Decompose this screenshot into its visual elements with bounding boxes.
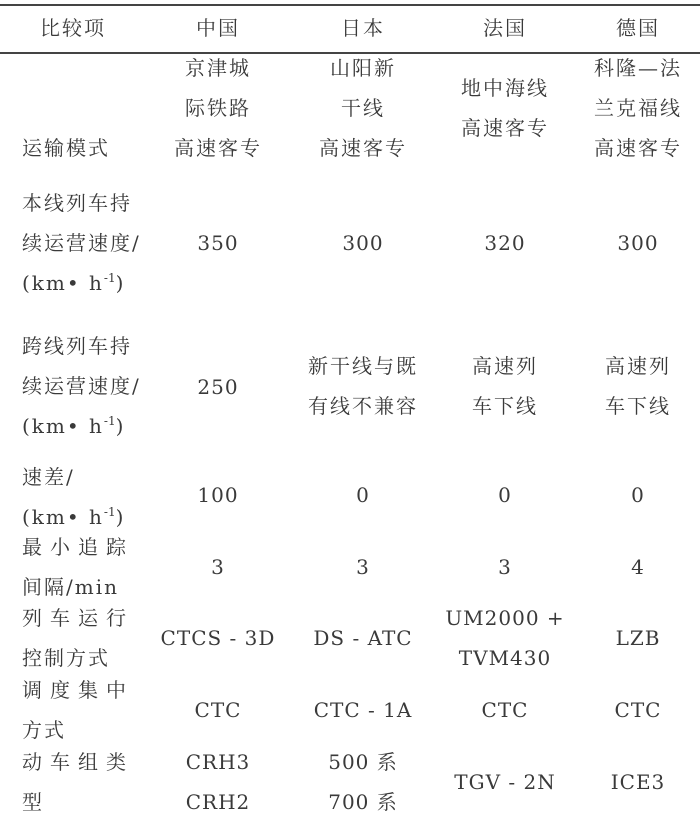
row-label-line: 速差/ [22,465,75,489]
row-label-line: 方式 [22,718,66,742]
row-label-emu-type [22,742,162,822]
row-label-line: 运输模式 [22,136,110,160]
unit-superscript: -1 [103,505,116,519]
cell-france-cross-line-speed [434,346,576,426]
cell-japan-line-speed [292,223,434,263]
cell-line: 0 [498,483,512,507]
row-label-train-control [22,598,162,678]
unit-superscript: -1 [103,271,116,285]
header-china [150,8,286,48]
cell-line: 兰克福线 [594,96,682,120]
cell-china-min-headway [150,547,286,587]
cell-line: CTC [194,698,242,722]
cell-line: 0 [356,483,370,507]
cell-line: 350 [197,231,239,255]
cell-line: CRH3 [185,750,251,774]
cell-line: 高速客专 [319,136,407,160]
row-label-cross-line-speed [22,326,162,446]
cell-france-train-control [434,598,576,678]
header-label: 日本 [341,16,385,40]
cell-line: CTC [614,698,662,722]
cell-line: 科隆—法 [594,56,682,80]
cell-line: 250 [197,375,239,399]
cell-france-emu-type [434,762,576,802]
cell-japan-speed-difference [292,475,434,515]
cell-germany-train-control [576,618,700,658]
cell-line: 320 [484,231,526,255]
cell-line: UM2000 + [445,606,565,630]
cell-line: CTCS - 3D [160,626,276,650]
row-label-line: 调度集中 [22,678,134,702]
cell-france-min-headway [434,547,576,587]
cell-line: 车下线 [472,394,538,418]
cell-line: 高速客专 [594,136,682,160]
row-label-line: 列车运行 [22,606,134,630]
cell-china-train-control [150,618,286,658]
header-label: 中国 [196,16,240,40]
row-label-speed-difference [22,457,162,537]
cell-line: CTC - 1A [313,698,413,722]
cell-line: 300 [342,231,384,255]
cell-china-transport-mode [150,48,286,168]
cell-line: 高速列 [605,354,671,378]
cell-china-emu-type [150,742,286,822]
header-germany [576,8,700,48]
cell-japan-transport-mode [292,48,434,168]
cell-germany-line-speed [576,223,700,263]
cell-france-speed-difference [434,475,576,515]
row-label-unit: (km• $h^{-1}$) [22,414,126,438]
cell-japan-dispatch-mode [292,690,434,730]
row-label-transport-mode [22,128,162,168]
cell-line: 3 [211,555,225,579]
cell-line: 700 系 [328,790,398,814]
cell-line: 高速列 [472,354,538,378]
header-japan [292,8,434,48]
cell-line: 4 [631,555,645,579]
row-label-dispatch-mode [22,670,162,750]
cell-germany-emu-type [576,762,700,802]
cell-line: 3 [356,555,370,579]
table-top-rule [0,4,700,6]
cell-line: LZB [615,626,661,650]
row-label-line: 跨线列车持 [22,334,132,358]
row-label-line: 续运营速度/ [22,374,141,398]
cell-germany-dispatch-mode [576,690,700,730]
cell-line: 山阳新 [330,56,396,80]
cell-line: CRH2 [185,790,251,814]
cell-line: TGV - 2N [454,770,556,794]
cell-line: 3 [498,555,512,579]
cell-china-speed-difference [150,475,286,515]
cell-japan-emu-type [292,742,434,822]
header-label: 德国 [616,16,660,40]
cell-line: 300 [617,231,659,255]
row-label-line: 本线列车持 [22,191,132,215]
cell-france-dispatch-mode [434,690,576,730]
cell-line: 有线不兼容 [308,394,418,418]
cell-line: DS - ATC [313,626,413,650]
cell-france-transport-mode [434,68,576,148]
row-label-line: 型 [22,790,44,814]
cell-line: 车下线 [605,394,671,418]
cell-line: 地中海线 [461,76,549,100]
cell-germany-transport-mode [576,48,700,168]
cell-line: TVM430 [458,646,552,670]
row-label-line: 控制方式 [22,646,110,670]
row-label-unit: (km• $h^{-1}$) [22,505,126,529]
cell-germany-speed-difference [576,475,700,515]
cell-line: 新干线与既 [308,354,418,378]
cell-line: 际铁路 [185,96,251,120]
cell-line: 京津城 [185,56,251,80]
row-label-unit: (km• $h^{-1}$) [22,271,126,295]
row-label-line-speed [22,183,162,303]
cell-line: 干线 [341,96,385,120]
row-label-line: 动车组类 [22,750,134,774]
cell-germany-min-headway [576,547,700,587]
header-label: 法国 [483,16,527,40]
row-label-line: 续运营速度/ [22,231,141,255]
cell-germany-cross-line-speed [576,346,700,426]
cell-china-cross-line-speed [150,367,286,407]
cell-line: ICE3 [610,770,666,794]
cell-line: 500 系 [328,750,398,774]
cell-china-dispatch-mode [150,690,286,730]
cell-line: 100 [197,483,239,507]
cell-line: 0 [631,483,645,507]
cell-china-line-speed [150,223,286,263]
cell-japan-min-headway [292,547,434,587]
header-label: 比较项 [40,16,106,40]
cell-line: 高速客专 [461,116,549,140]
cell-japan-train-control [292,618,434,658]
cell-line: CTC [481,698,529,722]
cell-japan-cross-line-speed [292,346,434,426]
cell-france-line-speed [434,223,576,263]
unit-superscript: -1 [103,414,116,428]
header-france [434,8,576,48]
row-label-min-headway [22,527,162,607]
cell-line: 高速客专 [174,136,262,160]
row-label-line: 间隔/min [22,575,119,599]
row-label-line: 最小追踪 [22,535,134,559]
